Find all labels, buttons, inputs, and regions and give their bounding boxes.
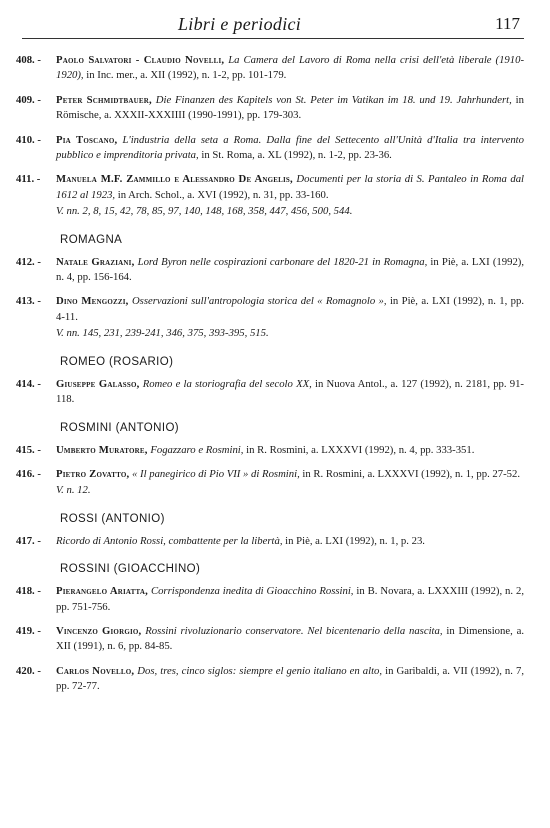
entry-authors: Umberto Muratore, — [56, 443, 148, 456]
see-also-refs: V. nn. 2, 8, 15, 42, 78, 85, 97, 140, 148, 168, 358, 447, 456, 500, 544. — [56, 205, 353, 218]
running-title: Libri e periodici — [178, 14, 302, 34]
entry-citation: in Garibaldi, a. VII (1992), n. 7, pp. 72-77. — [56, 664, 524, 693]
entry-number: 420. - — [16, 664, 41, 677]
bib-entry — [16, 93, 524, 124]
entry-number: 408. - — [16, 54, 41, 66]
entry-citation: in Dimensione, a. XII (1991), n. 6, pp. 84-85. — [56, 624, 524, 653]
entry-title: Dos, tres, cinco siglos: siempre el genio italiano en alto, — [137, 664, 383, 677]
section-heading-romeo: ROMEO (ROSARIO) — [60, 355, 174, 368]
entry-title: La Camera del Lavoro di Roma nella crisi dell'età liberale (1910-1920), — [56, 54, 525, 82]
entry-title: Fogazzaro e Rosmini, — [150, 443, 244, 456]
entry-number: 415. - — [16, 443, 41, 456]
entry-authors: Natale Graziani, — [56, 255, 135, 268]
entry-authors: Vincenzo Giorgio, — [56, 624, 142, 637]
entry-number: 413. - — [16, 295, 41, 308]
entry-number: 412. - — [16, 255, 41, 268]
bib-entry — [16, 664, 524, 695]
bib-entry — [16, 53, 524, 84]
bib-entry — [16, 255, 524, 286]
entry-citation: in R. Rosmini, a. LXXXVI (1992), n. 4, pp. 333-351. — [246, 443, 475, 456]
bib-entry — [16, 294, 524, 341]
entry-authors: Peter Schmidtbauer, — [56, 93, 152, 106]
entry-number: 411. - — [16, 173, 41, 186]
bib-entry — [16, 624, 524, 655]
entry-number: 417. - — [16, 534, 41, 547]
entry-title: Romeo e la storiografia del secolo XX, — [142, 377, 312, 390]
entry-title: L'industria della seta a Roma. Dalla fine del Settecento all'Unità d'Italia tra intervento pubblico e imprenditoria privata, — [56, 133, 524, 162]
page-header — [0, 0, 550, 44]
entry-title: Lord Byron nelle cospirazioni carbonare del 1820-21 in Romagna, — [137, 255, 428, 268]
bib-entry — [16, 467, 524, 499]
entry-title: Die Finanzen des Kapitels von St. Peter im Vatikan im 18. und 19. Jahrhundert, — [155, 93, 512, 106]
entry-authors: Dino Mengozzi, — [56, 295, 129, 308]
entry-title: Corrispondenza inedita di Gioacchino Rossini, — [150, 585, 354, 598]
entry-citation: in Inc. mer., a. XII (1992), n. 1-2, pp. 101-179. — [86, 69, 287, 82]
header-rule — [22, 38, 524, 39]
section-heading-rossi: ROSSI (ANTONIO) — [60, 512, 165, 525]
entry-authors: Paolo Salvatori - Claudio Novelli, — [56, 54, 225, 66]
entry-authors: Giuseppe Galasso, — [56, 377, 140, 390]
entry-citation: in Arch. Schol., a. XVI (1992), n. 31, pp. 33-160. — [117, 188, 329, 201]
entry-citation: in B. Novara, a. LXXXIII (1992), n. 2, pp. 751-756. — [56, 585, 525, 613]
section-heading-romagna: ROMAGNA — [60, 233, 123, 246]
entry-number: 409. - — [16, 93, 41, 106]
entry-authors: Carlos Novello, — [56, 664, 135, 677]
see-also-refs: V. n. 12. — [56, 484, 91, 497]
section-heading-rosmini: ROSMINI (ANTONIO) — [60, 421, 180, 434]
bib-entry — [16, 584, 524, 615]
entry-authors: Pia Toscano, — [56, 133, 118, 146]
entry-citation: in Piè, a. LXI (1992), n. 1, p. 23. — [285, 534, 425, 547]
entry-authors: Pietro Zovatto, — [56, 467, 130, 480]
bib-entry — [16, 172, 524, 219]
bib-entry — [16, 443, 524, 458]
entry-number: 419. - — [16, 624, 41, 637]
bib-entry — [16, 377, 524, 408]
entry-citation: in St. Roma, a. XL (1992), n. 1-2, pp. 23-36. — [201, 149, 392, 162]
entry-citation: in Nuova Antol., a. 127 (1992), n. 2181, pp. 91-118. — [56, 377, 524, 406]
entry-authors: Pierangelo Ariatta, — [56, 585, 149, 598]
entry-title: Rossini rivoluzionario conservatore. Nel bicentenario della nascita, — [145, 624, 443, 637]
entry-citation: in Piè, a. LXI (1992), n. 1, pp. 4-11. — [56, 295, 525, 323]
entry-citation: in Piè, a. LXI (1992), n. 4, pp. 156-164. — [56, 255, 525, 284]
bib-entry — [16, 534, 524, 549]
entry-number: 410. - — [16, 133, 41, 146]
entry-number: 414. - — [16, 377, 41, 390]
page-number: 117 — [495, 14, 520, 33]
entry-title: Documenti per la storia di S. Pantaleo in Roma dal 1612 al 1923, — [56, 173, 525, 201]
bib-entry — [16, 133, 524, 164]
entry-title: Ricordo di Antonio Rossi, combattente per la libertà, — [56, 534, 283, 547]
section-heading-rossini: ROSSINI (GIOACCHINO) — [60, 563, 201, 576]
entry-citation: in Römische, a. XXXII-XXXIIII (1990-1991), pp. 179-303. — [56, 93, 524, 122]
entry-title: « Il panegirico di Pio VII » di Rosmini, — [132, 467, 300, 480]
entry-authors: Manuela M.F. Zammillo e Alessandro De Angelis, — [56, 173, 293, 186]
entry-number: 418. - — [16, 585, 41, 598]
entry-title: Osservazioni sull'antropologia storica del « Romagnolo », — [131, 295, 387, 308]
entry-number: 416. - — [16, 467, 41, 480]
bibliography-list — [0, 44, 550, 695]
entry-citation: in R. Rosmini, a. LXXXVI (1992), n. 1, pp. 27-52. — [302, 467, 521, 480]
see-also-refs: V. nn. 145, 231, 239-241, 346, 375, 393-395, 515. — [56, 327, 269, 340]
